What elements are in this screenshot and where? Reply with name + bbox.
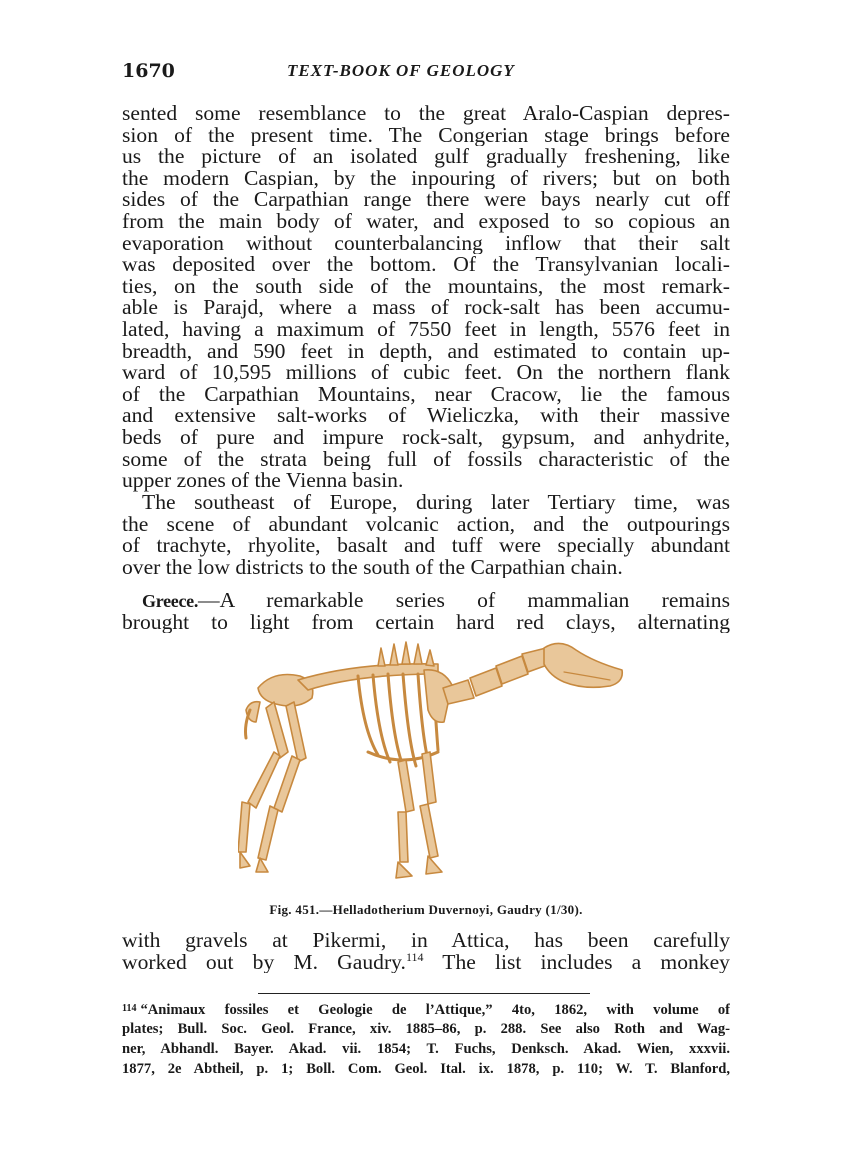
paragraph-greece [122,590,730,633]
text-line: was deposited over the bottom. Of the Transylvanian locali- [122,254,730,276]
greece-line-rest: —A remarkable series of mammalian remains [198,590,730,612]
text-line: some of the strata being full of fossils characteristic of the [122,448,730,471]
text-segment: The list includes a monkey [423,951,730,974]
text-line: with gravels at Pikermi, in Attica, has been carefully [122,930,730,952]
section-heading-greece: Greece. [142,591,199,611]
text-line: ties, on the south side of the mountains, the most remark- [122,275,730,298]
running-title: TEXT-BOOK OF GEOLOGY [287,61,515,80]
text-segment: worked out by M. Gaudry. [122,951,406,974]
text-line: the modern Caspian, by the inpouring of rivers; but on both [122,167,730,190]
text-line [122,590,730,612]
text-line: of the Carpathian Mountains, near Cracow, lie the famous [122,383,730,406]
text-line: breadth, and 590 feet in depth, and estimated to contain up- [122,340,730,363]
skeleton-illustration [238,640,628,905]
footnote-text: “Animaux fossiles et Geologie de l’Attique,” 4to, 1862, with volume of [140,1002,730,1018]
text-line: the scene of abundant volcanic action, and the outpourings [122,513,730,536]
text-line: over the low districts to the south of the Carpathian chain. [122,556,623,579]
footnote-line: 1877, 2e Abtheil, p. 1; Boll. Com. Geol. Ital. ix. 1878, p. 110; W. T. Blanford, [122,1061,730,1077]
text-line: brought to light from certain hard red clays, alternating [122,611,730,634]
helladotherium-skeleton-figure [238,640,628,905]
figure-caption-text: —Helladotherium Duvernoyi, Gaudry [319,902,542,917]
paragraph-pikermi [122,930,730,973]
text-line: lated, having a maximum of 7550 feet in length, 5576 feet in [122,318,730,341]
text-line: upper zones of the Vienna basin. [122,470,404,492]
text-line: us the picture of an isolated gulf gradually freshening, like [122,146,730,168]
figure-caption [122,902,730,918]
text-line: beds of pure and impure rock-salt, gypsum, and anhydrite, [122,426,730,449]
text-line: evaporation without counterbalancing inflow that their salt [122,232,730,255]
text-line: sion of the present time. The Congerian stage brings before [122,124,730,147]
text-line: and extensive salt-works of Wieliczka, with their massive [122,405,730,427]
text-line [122,952,730,974]
text-line: able is Parajd, where a mass of rock-salt has been accumu- [122,297,730,319]
footnote-reference[interactable]: 114 [405,951,424,964]
text-line: sides of the Carpathian range there were bays nearly cut off [122,189,730,211]
text-line: from the main body of water, and exposed to so copious an [122,210,730,233]
text-line: sented some resemblance to the great Aralo-Caspian depres- [122,103,730,125]
figure-number: Fig. 451. [269,902,320,917]
paragraph-volcanic [122,492,730,578]
running-head [122,60,732,86]
page-number: 1670 [122,60,175,82]
footnote-line: plates; Bull. Soc. Geol. France, xiv. 1885–86, p. 288. See also Roth and Wag- [122,1021,730,1037]
footnote-line: ner, Abhandl. Bayer. Akad. vii. 1854; T. Fuchs, Denksch. Akad. Wien, xxxvii. [122,1041,730,1057]
figure-scale: (1/30). [545,902,583,917]
text-line: ward of 10,595 millions of cubic feet. On the northern flank [122,362,730,384]
footnote-line [122,999,730,1019]
footnote-divider [258,993,590,994]
text-line: The southeast of Europe, during later Tertiary time, was [142,492,730,514]
footnote-number: 114 [122,1003,137,1014]
paragraph-aralo-caspian [122,103,730,492]
text-line: of trachyte, rhyolite, basalt and tuff were specially abundant [122,535,730,557]
footnote-block [122,999,730,1079]
